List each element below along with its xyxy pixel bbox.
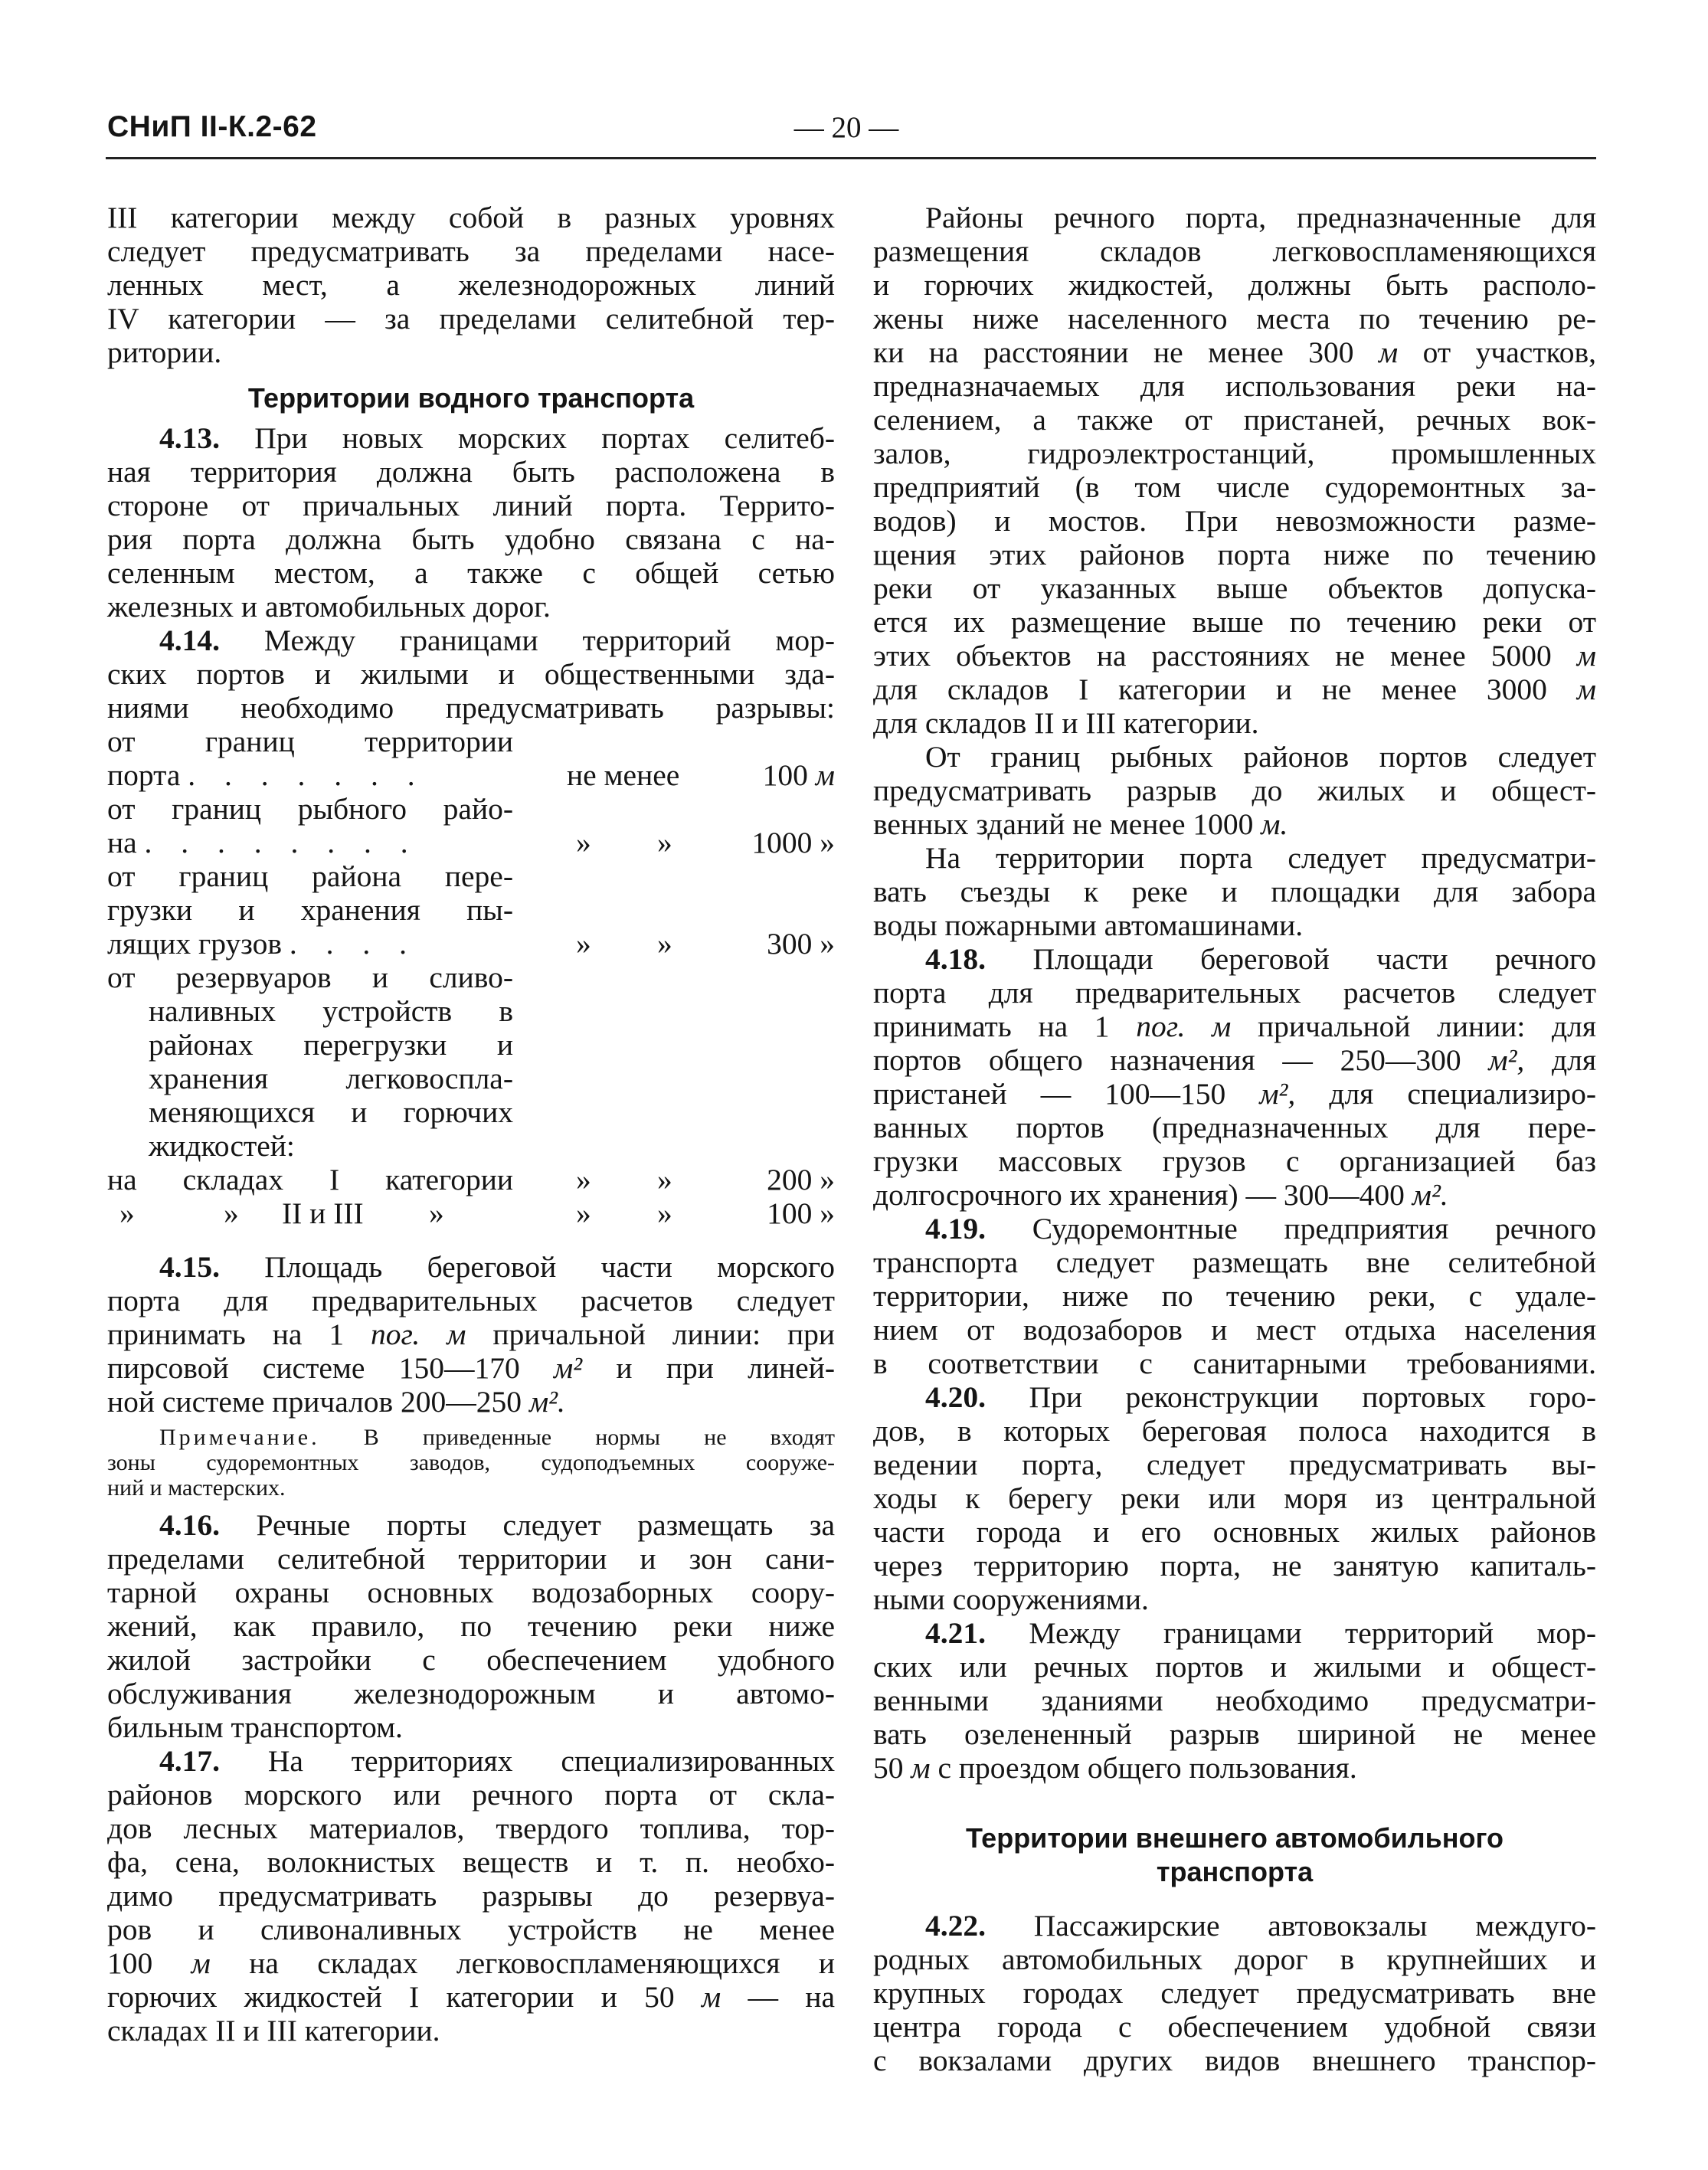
section-heading-water-transport: Территории водного транспорта (247, 382, 695, 414)
text-line: ки на расстоянии не менее 300 м от участков, (873, 335, 1597, 369)
text-line: долгосрочного их хранения) — 300—400 м². (873, 1178, 1448, 1212)
paragraph-4-22 (873, 1909, 1596, 2077)
text-line: предприятий (в том числе судоремонтных за- (873, 470, 1596, 504)
text-line: 100 м на складах легковоспламеняющихся и (107, 1946, 836, 1980)
text-line: территории, ниже по течению реки, с удале- (873, 1279, 1596, 1313)
document-code: СНиП II-К.2-62 (107, 110, 317, 143)
table-row: от резервуаров и сливо- (107, 961, 513, 994)
text-line: предусматривать разрыв до жилых и общест- (873, 774, 1596, 807)
clause-number: 4.22. (925, 1909, 986, 1943)
text-line: с вокзалами других видов внешнего транспор- (873, 2044, 1596, 2077)
text-line: ских портов и жилыми и общественными зда- (107, 657, 835, 691)
clause-number: 4.13. (159, 421, 220, 455)
text-line: вать озелененный разрыв шириной не менее (873, 1717, 1596, 1751)
text-line: На территории порта следует предусматри- (925, 841, 1596, 875)
text-line: ной системе причалов 200—250 м². (107, 1385, 565, 1419)
text-line: обслуживания железнодорожным и автомо- (107, 1677, 835, 1710)
paragraph-4-15 (107, 1250, 835, 1419)
text-line: III категории между собой в разных уровнях (107, 201, 835, 234)
text-line: димо предусматривать разрывы до резервуа- (107, 1879, 835, 1913)
text-line: водов) и мостов. При невозможности разме- (873, 504, 1596, 538)
text-line: ная территория должна быть расположена в (107, 455, 835, 489)
text-line: районов морского или речного порта от скла- (107, 1778, 835, 1812)
text-line: ских или речных портов и жилыми и общест- (873, 1650, 1596, 1684)
text-line: ний и мастерских. (107, 1475, 286, 1501)
table-row: порта . . . . . . . не менее 100 м (107, 758, 835, 792)
text-line: железных и автомобильных дорог. (107, 590, 551, 624)
text-line: IV категории — за пределами селитебной тер- (107, 302, 835, 335)
text-line: Примечание. В приведенные нормы не входят (159, 1425, 835, 1450)
clause-number: 4.14. (159, 624, 220, 657)
paragraph-4-20 (873, 1380, 1596, 1616)
text-line: ходы к берегу реки или моря из центральной (873, 1481, 1596, 1515)
clause-number: 4.17. (159, 1744, 220, 1778)
text-line: 4.20. При реконструкции портовых горо- (925, 1380, 1596, 1414)
table-row: от границ рыбного райо- (107, 792, 513, 826)
text-line: родных автомобильных дорог в крупнейших и (873, 1943, 1596, 1976)
left-column (107, 201, 835, 2047)
text-line: предназначаемых для использования реки на- (873, 369, 1596, 403)
clause-number: 4.16. (159, 1508, 220, 1542)
text-line: залов, гидроэлектростанций, промышленных (873, 437, 1596, 470)
text-line: 4.14. Между границами территорий мор- (159, 624, 835, 657)
paragraph-intro (107, 201, 835, 369)
text-line: крупных городах следует предусматривать вне (873, 1976, 1596, 2010)
text-line: бильным транспортом. (107, 1710, 403, 1744)
table-row: меняющихся и горючих (149, 1095, 513, 1129)
text-line: дов лесных материалов, твердого топлива, тор- (107, 1812, 835, 1845)
text-line: горючих жидкостей I категории и 50 м — на (107, 1980, 836, 2014)
text-line: 4.21. Между границами территорий мор- (925, 1616, 1596, 1650)
text-line: ленных мест, а железнодорожных линий (107, 268, 835, 302)
text-line: складах II и III категории. (107, 2014, 440, 2047)
table-row: от границ территории (107, 725, 513, 758)
text-line: через территорию порта, не занятую капиталь- (873, 1549, 1596, 1582)
clause-number: 4.19. (925, 1212, 986, 1245)
clause-number: 4.20. (925, 1380, 986, 1414)
paragraph-fire-access (873, 841, 1596, 942)
text-line: 4.15. Площадь береговой части морского (159, 1250, 835, 1284)
text-line: венных зданий не менее 1000 м. (873, 807, 1288, 841)
paragraph-4-14 (107, 624, 835, 725)
paragraph-4-19 (873, 1212, 1596, 1380)
text-line: порта для предварительных расчетов следует (873, 976, 1596, 1010)
text-line: ными сооружениями. (873, 1582, 1149, 1616)
section-heading-road-transport (873, 1821, 1596, 1889)
text-line: ванных портов (предназначенных для пере- (873, 1111, 1596, 1144)
text-line: ритории. (107, 335, 222, 369)
text-line: для складов II и III категории. (873, 706, 1259, 740)
paragraph-4-13 (107, 421, 835, 624)
table-row: от границ района пере- (107, 859, 513, 893)
paragraph-fishing-ports (873, 740, 1596, 841)
text-line: части города и его основных жилых районов (873, 1515, 1596, 1549)
text-line: 4.17. На территориях специализированных (159, 1744, 835, 1778)
text-line: портов общего назначения — 250—300 м², для (873, 1043, 1597, 1077)
text-line: селением, а также от пристаней, речных вок- (873, 403, 1596, 437)
table-row: районах перегрузки и (149, 1028, 513, 1062)
heading-line: Территории внешнего автомобильного (965, 1822, 1504, 1854)
clause-number: 4.15. (159, 1250, 220, 1284)
text-line: и горючих жидкостей, должны быть располо- (873, 268, 1596, 302)
text-line: этих объектов на расстояниях не менее 5000 м (873, 639, 1596, 673)
text-line: 50 м с проездом общего пользования. (873, 1751, 1357, 1785)
table-row: на . . . . . . . . » » 1000 » (107, 826, 835, 859)
text-line: пристаней — 100—150 м², для специализиро- (873, 1077, 1596, 1111)
distance-table (107, 725, 835, 1230)
header-rule (106, 157, 1596, 159)
text-line: вать съезды к реке и площадки для забора (873, 875, 1596, 908)
text-line: 4.18. Площади береговой части речного (925, 942, 1596, 976)
text-line: жены ниже населенного места по течению ре- (873, 302, 1596, 335)
text-line: щения этих районов порта ниже по течению (873, 538, 1596, 571)
text-line: нием от водозаборов и мест отдыха населения (873, 1313, 1596, 1347)
text-line: ров и сливоналивных устройств не менее (107, 1913, 835, 1946)
table-row: жидкостей: (149, 1129, 295, 1163)
text-line: порта для предварительных расчетов следует (107, 1284, 835, 1317)
note (107, 1425, 835, 1501)
table-row: » » II и III » » » 100 » (119, 1196, 835, 1230)
text-line: 4.22. Пассажирские автовокзалы междуго- (925, 1909, 1596, 1943)
text-line: в соответствии с санитарными требованиями. (873, 1347, 1596, 1380)
text-line: Районы речного порта, предназначенные для (925, 201, 1596, 234)
text-line: пирсовой системе 150—170 м² и при линей- (107, 1351, 836, 1385)
text-line: воды пожарными автомашинами. (873, 908, 1304, 942)
table-row: грузки и хранения пы- (107, 893, 513, 927)
text-line: стороне от причальных линий порта. Террито- (107, 489, 835, 522)
table-row: лящих грузов . . . . » » 300 » (107, 927, 835, 961)
table-row: наливных устройств в (149, 994, 513, 1028)
text-line: 4.19. Судоремонтные предприятия речного (925, 1212, 1596, 1245)
page-number: — 20 — (793, 111, 899, 144)
text-line: селенным местом, а также с общей сетью (107, 556, 835, 590)
heading-line: транспорта (1156, 1856, 1314, 1887)
text-line: принимать на 1 пог. м причальной линии: при (107, 1317, 836, 1351)
text-line: грузки массовых грузов с организацией баз (873, 1144, 1596, 1178)
paragraph-4-17 (107, 1744, 835, 2047)
text-line: ется их размещение выше по течению реки от (873, 605, 1596, 639)
text-line: транспорта следует размещать вне селитебной (873, 1245, 1596, 1279)
text-line: дов, в которых береговая полоса находится в (873, 1414, 1596, 1448)
text-line: ведении порта, следует предусматривать вы- (873, 1448, 1596, 1481)
note-label: Примечание. (159, 1425, 320, 1450)
text-line: пределами селитебной территории и зон сани- (107, 1542, 835, 1576)
text-line: ниями необходимо предусматривать разрывы: (107, 691, 835, 725)
text-line: От границ рыбных районов портов следует (925, 740, 1596, 774)
table-row: на складах I категории » » 200 » (107, 1163, 835, 1196)
paragraph-4-18 (873, 942, 1596, 1212)
text-line: жений, как правило, по течению реки ниже (107, 1609, 835, 1643)
right-column (873, 201, 1596, 2077)
clause-number: 4.18. (925, 942, 986, 976)
text-line: жилой застройки с обеспечением удобного (107, 1643, 835, 1677)
text-line: размещения складов легковоспламеняющихся (873, 234, 1596, 268)
text-line: 4.16. Речные порты следует размещать за (159, 1508, 836, 1542)
paragraph-4-16 (107, 1508, 835, 1744)
text-line: реки от указанных выше объектов допуска- (873, 571, 1596, 605)
text-line: зоны судоремонтных заводов, судоподъемных сооруже- (107, 1450, 835, 1475)
text-line: 4.13. При новых морских портах селитеб- (159, 421, 836, 455)
text-line: фа, сена, волокнистых веществ и т. п. необхо- (107, 1845, 835, 1879)
paragraph-river-port-zones (873, 201, 1596, 740)
text-line: принимать на 1 пог. м причальной линии: для (873, 1010, 1597, 1043)
text-line: центра города с обеспечением удобной связи (873, 2010, 1596, 2044)
paragraph-4-21 (873, 1616, 1596, 1785)
table-row: хранения легковоспла- (149, 1062, 513, 1095)
clause-number: 4.21. (925, 1616, 986, 1650)
text-line: венными зданиями необходимо предусматри- (873, 1684, 1596, 1717)
text-line: тарной охраны основных водозаборных соору- (107, 1576, 835, 1609)
text-line: следует предусматривать за пределами насе- (107, 234, 835, 268)
text-line: рия порта должна быть удобно связана с на- (107, 522, 835, 556)
text-line: для складов I категории и не менее 3000 м (873, 673, 1596, 706)
